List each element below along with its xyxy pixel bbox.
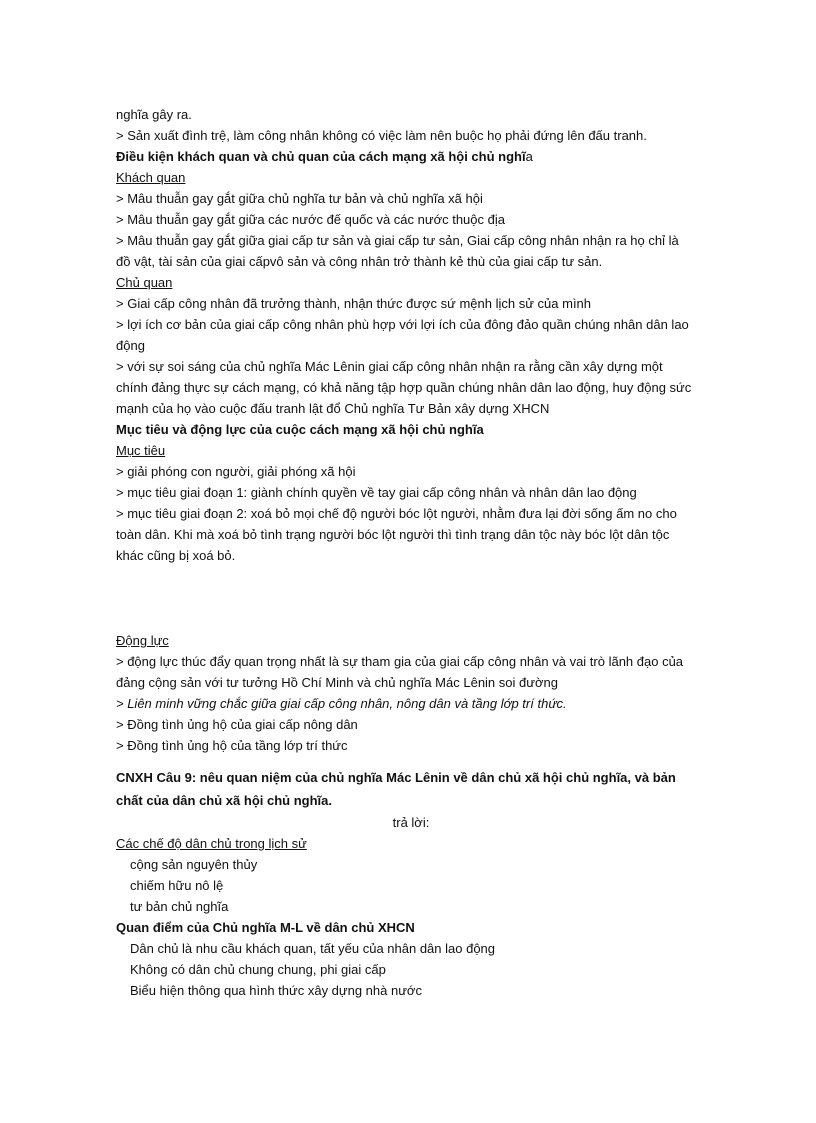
blank-space	[116, 566, 706, 630]
text-line: > giải phóng con người, giải phóng xã hội	[116, 464, 356, 479]
text-line: > Sản xuất đình trệ, làm công nhân không có việc làm nên buộc họ phải đứng lên đấu tranh.	[116, 128, 647, 143]
heading-tail: a	[525, 149, 533, 164]
text-line: mạnh của họ vào cuộc đấu tranh lật đổ Chủ nghĩa Tư Bản xây dựng XHCN	[116, 401, 550, 416]
text-line-italic: > Liên minh vững chắc giữa giai cấp công nhân, nông dân và tầng lớp trí thức.	[116, 696, 567, 711]
text-line: đảng cộng sản với tư tưởng Hồ Chí Minh và chủ nghĩa Mác Lênin soi đường	[116, 675, 558, 690]
text-line: đồ vật, tài sản của giai cấpvô sản và công nhân trở thành kẻ thù của giai cấp tư sản.	[116, 254, 603, 269]
text-line: > mục tiêu giai đoạn 1: giành chính quyền về tay giai cấp công nhân và nhân dân lao động	[116, 485, 637, 500]
text-line: > Đồng tình ủng hộ của tầng lớp trí thức	[116, 738, 348, 753]
list-item: Không có dân chủ chung chung, phi giai cấp	[130, 962, 386, 977]
subheading-dong-luc: Động lực	[116, 633, 169, 648]
answer-label: trả lời:	[392, 815, 430, 830]
document-page	[116, 104, 706, 1001]
text-line: > Mâu thuẫn gay gắt giữa các nước đế quốc và các nước thuộc địa	[116, 212, 505, 227]
section-heading-dieu-kien	[116, 146, 706, 167]
subheading-muc-tieu: Mục tiêu	[116, 443, 166, 458]
text-line: chính đảng thực sự cách mạng, có khả năng tập hợp quần chúng nhân dân lao động, huy động sức	[116, 380, 692, 395]
list-item: chiếm hữu nô lệ	[130, 878, 224, 893]
section-heading-quan-diem: Quan điểm của Chủ nghĩa M-L về dân chủ XHCN	[116, 920, 415, 935]
section-heading-muc-tieu-dong-luc: Mục tiêu và động lực của cuộc cách mạng xã hội chủ nghĩa	[116, 422, 484, 437]
text-line: > mục tiêu giai đoạn 2: xoá bỏ mọi chế độ người bóc lột người, nhằm đưa lại đời sống ấm no cho	[116, 506, 677, 521]
subheading-khach-quan: Khách quan	[116, 170, 186, 185]
text-line: động	[116, 338, 145, 353]
text-line: > lợi ích cơ bản của giai cấp công nhân phù hợp với lợi ích của đông đảo quần chúng nhân dân lao	[116, 317, 689, 332]
list-item: Dân chủ là nhu cầu khách quan, tất yếu của nhân dân lao động	[130, 941, 496, 956]
blank-space	[116, 756, 706, 766]
subheading-chu-quan: Chủ quan	[116, 275, 173, 290]
question-title: CNXH Câu 9: nêu quan niệm của chủ nghĩa Mác Lênin về dân chủ xã hội chủ nghĩa, và bản	[116, 770, 676, 785]
text-line: > Mâu thuẫn gay gắt giữa giai cấp tư sản và giai cấp tư sản, Giai cấp công nhân nhận ra họ chỉ là	[116, 233, 679, 248]
subheading-che-do-dan-chu: Các chế độ dân chủ trong lịch sử	[116, 836, 307, 851]
text-line: > động lực thúc đẩy quan trọng nhất là sự tham gia của giai cấp công nhân và vai trò lãnh đạo của	[116, 654, 684, 669]
list-item: tư bản chủ nghĩa	[130, 899, 229, 914]
text-line: > Đồng tình ủng hộ của giai cấp nông dân	[116, 717, 358, 732]
text-line: khác cũng bị xoá bỏ.	[116, 548, 236, 563]
text-line: toàn dân. Khi mà xoá bỏ tình trạng người bóc lột người thì tình trạng dân tộc này bóc lột dân tộc	[116, 527, 670, 542]
text-line: nghĩa gây ra.	[116, 107, 192, 122]
list-item: Biểu hiện thông qua hình thức xây dựng nhà nước	[130, 983, 422, 998]
list-item: cộng sản nguyên thủy	[130, 857, 258, 872]
heading-bold-part: Điều kiện khách quan và chủ quan của cách mạng xã hội chủ nghĩ	[116, 149, 526, 164]
text-line: > Giai cấp công nhân đã trưởng thành, nhận thức được sứ mệnh lịch sử của mình	[116, 296, 592, 311]
text-line: > Mâu thuẫn gay gắt giữa chủ nghĩa tư bản và chủ nghĩa xã hội	[116, 191, 483, 206]
question-title: chất của dân chủ xã hội chủ nghĩa.	[116, 793, 332, 808]
text-line: > với sự soi sáng của chủ nghĩa Mác Lênin giai cấp công nhân nhận ra rằng cần xây dựng một	[116, 359, 663, 374]
